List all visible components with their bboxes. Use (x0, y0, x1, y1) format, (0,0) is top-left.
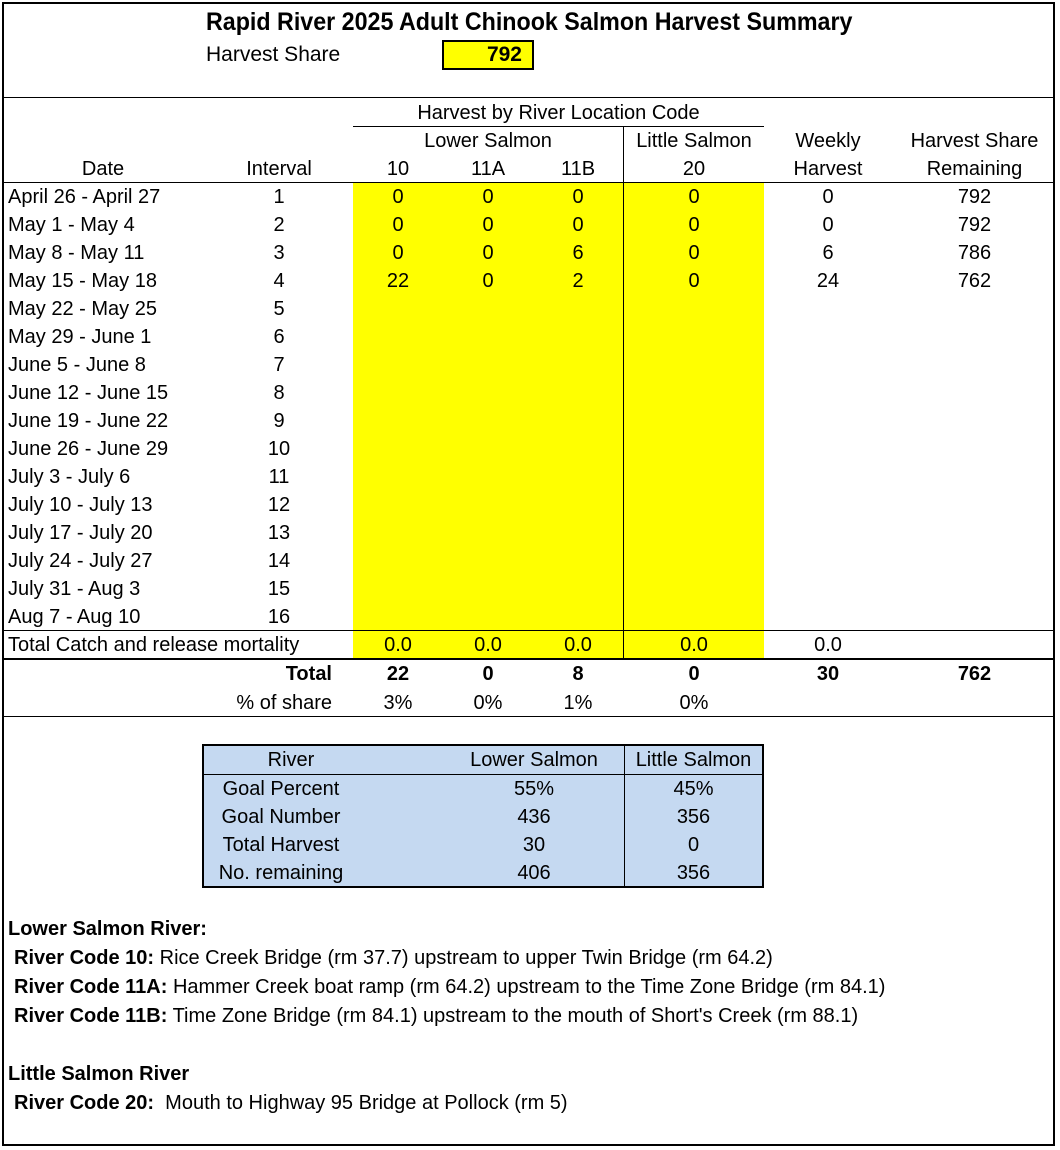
summary-row-3-col-0: No. remaining (218, 862, 344, 884)
row-12-weekly (764, 491, 892, 519)
row-5-c10 (353, 295, 443, 323)
row-13-interval: 13 (267, 522, 291, 544)
row-3-c10: 0 (392, 242, 404, 264)
summary-header-1: Lower Salmon (470, 749, 598, 771)
row-9-remaining (892, 407, 1057, 435)
row-16-c11a (443, 603, 533, 631)
mortality-c11b: 0.0 (564, 634, 592, 656)
row-15-date: July 31 - Aug 3 (8, 578, 141, 600)
row-2-interval: 2 (273, 214, 285, 236)
note-text: Time Zone Bridge (rm 84.1) upstream to the mouth of Short's Creek (rm 88.1) (167, 1005, 859, 1027)
percent-c11a: 0% (473, 692, 503, 714)
row-9-date: June 19 - June 22 (8, 410, 169, 432)
row-5-c11a (443, 295, 533, 323)
col-remaining-2: Remaining (926, 158, 1023, 180)
row-5-remaining (892, 295, 1057, 323)
row-6-date: May 29 - June 1 (8, 326, 152, 348)
row-12-c11b (533, 491, 623, 519)
row-7-c10 (353, 351, 443, 379)
row-5-c20 (624, 295, 764, 323)
col-weekly-1: Weekly (795, 130, 861, 152)
row-16-c20 (624, 603, 764, 631)
note-code: River Code 10: (14, 947, 155, 969)
row-3-remaining: 786 (957, 242, 992, 264)
note-line (14, 1092, 568, 1115)
col-interval: Interval (246, 158, 312, 180)
summary-row-3-col-1: 406 (517, 862, 551, 884)
col-date: Date (81, 158, 125, 180)
col-remaining-1: Harvest Share (910, 130, 1039, 152)
row-8-date: June 12 - June 15 (8, 382, 169, 404)
row-3-date: May 8 - May 11 (8, 242, 145, 264)
row-11-date: July 3 - July 6 (8, 466, 131, 488)
total-c20: 0 (688, 663, 700, 685)
row-16-c10 (353, 603, 443, 631)
mortality-c20: 0.0 (680, 634, 708, 656)
row-11-c11a (443, 463, 533, 491)
row-9-interval: 9 (273, 410, 285, 432)
row-4-interval: 4 (273, 270, 285, 292)
note-text: Mouth to Highway 95 Bridge at Pollock (rm 5) (154, 1092, 568, 1114)
row-14-interval: 14 (267, 550, 291, 572)
page-bottom-line (2, 1144, 1055, 1146)
total-c11b: 8 (572, 663, 584, 685)
table-bottom-line (2, 716, 1055, 717)
row-7-remaining (892, 351, 1057, 379)
row-13-c20 (624, 519, 764, 547)
row-14-c10 (353, 547, 443, 575)
harvest-share-value: 792 (442, 40, 534, 70)
row-1-c11b: 0 (572, 186, 584, 208)
row-15-interval: 15 (267, 578, 291, 600)
summary-row-3-col-2: 356 (676, 862, 711, 884)
col-code-11a: 11A (470, 158, 506, 180)
summary-header-2: Little Salmon (635, 749, 752, 771)
col-code-20: 20 (682, 158, 706, 180)
note-text: Hammer Creek boat ramp (rm 64.2) upstream to the Time Zone Bridge (rm 84.1) (167, 976, 886, 998)
summary-row-2-col-1: 30 (522, 834, 546, 856)
row-15-c11a (443, 575, 533, 603)
row-5-weekly (764, 295, 892, 323)
row-3-c20: 0 (688, 242, 700, 264)
note-text: Rice Creek Bridge (rm 37.7) upstream to upper Twin Bridge (rm 64.2) (154, 947, 773, 969)
row-8-interval: 8 (273, 382, 285, 404)
percent-c20: 0% (679, 692, 709, 714)
col-code-11b: 11B (560, 158, 596, 180)
row-10-c20 (624, 435, 764, 463)
summary-row-1-col-1: 436 (517, 806, 551, 828)
row-11-weekly (764, 463, 892, 491)
row-12-c20 (624, 491, 764, 519)
row-16-remaining (892, 603, 1057, 631)
row-14-weekly (764, 547, 892, 575)
summary-header-0: River (267, 749, 315, 771)
row-16-c11b (533, 603, 623, 631)
row-5-c11b (533, 295, 623, 323)
note-line (14, 947, 773, 970)
row-6-c11b (533, 323, 623, 351)
row-13-c11b (533, 519, 623, 547)
row-4-c11a: 0 (482, 270, 494, 292)
total-weekly: 30 (816, 663, 840, 685)
row-10-c11a (443, 435, 533, 463)
total-label: Total (285, 663, 332, 685)
row-7-interval: 7 (273, 354, 285, 376)
page-title: Rapid River 2025 Adult Chinook Salmon Harvest Summary (206, 8, 853, 36)
row-1-date: April 26 - April 27 (8, 186, 161, 208)
row-6-c10 (353, 323, 443, 351)
row-13-remaining (892, 519, 1057, 547)
row-9-c11a (443, 407, 533, 435)
note-line (14, 976, 885, 999)
row-3-c11b: 6 (572, 242, 584, 264)
row-1-c11a: 0 (482, 186, 494, 208)
row-6-c20 (624, 323, 764, 351)
col-weekly-2: Harvest (793, 158, 863, 180)
row-7-c11b (533, 351, 623, 379)
row-9-c10 (353, 407, 443, 435)
row-4-weekly: 24 (816, 270, 840, 292)
group-header: Harvest by River Location Code (417, 102, 700, 124)
row-10-c10 (353, 435, 443, 463)
subgroup-little-salmon: Little Salmon (636, 130, 752, 152)
row-4-c11b: 2 (572, 270, 584, 292)
percent-c10: 3% (383, 692, 413, 714)
row-7-weekly (764, 351, 892, 379)
row-11-c11b (533, 463, 623, 491)
row-14-remaining (892, 547, 1057, 575)
row-8-c20 (624, 379, 764, 407)
row-12-c11a (443, 491, 533, 519)
mortality-weekly: 0.0 (814, 634, 842, 656)
total-c10: 22 (386, 663, 410, 685)
summary-table (202, 744, 764, 888)
row-6-c11a (443, 323, 533, 351)
row-8-weekly (764, 379, 892, 407)
row-7-date: June 5 - June 8 (8, 354, 146, 376)
row-11-c10 (353, 463, 443, 491)
row-11-interval: 11 (268, 466, 290, 488)
row-16-weekly (764, 603, 892, 631)
row-10-remaining (892, 435, 1057, 463)
row-12-c10 (353, 491, 443, 519)
row-8-c11b (533, 379, 623, 407)
row-10-date: June 26 - June 29 (8, 438, 169, 460)
row-13-weekly (764, 519, 892, 547)
row-16-date: Aug 7 - Aug 10 (8, 606, 141, 628)
row-4-c20: 0 (688, 270, 700, 292)
row-14-c20 (624, 547, 764, 575)
row-7-c20 (624, 351, 764, 379)
row-8-c11a (443, 379, 533, 407)
row-15-c11b (533, 575, 623, 603)
row-1-remaining: 792 (957, 186, 992, 208)
mortality-c10: 0.0 (384, 634, 412, 656)
row-12-interval: 12 (267, 494, 291, 516)
row-13-c11a (443, 519, 533, 547)
row-2-weekly: 0 (822, 214, 834, 236)
row-15-remaining (892, 575, 1057, 603)
row-4-c10: 22 (386, 270, 410, 292)
row-10-c11b (533, 435, 623, 463)
row-9-c20 (624, 407, 764, 435)
row-6-remaining (892, 323, 1057, 351)
summary-row-0-col-2: 45% (673, 778, 714, 800)
little-salmon-heading: Little Salmon River (8, 1063, 190, 1085)
total-remaining: 762 (957, 663, 992, 685)
mortality-c11a: 0.0 (474, 634, 502, 656)
note-code: River Code 11A: (14, 976, 168, 998)
mortality-label: Total Catch and release mortality (8, 634, 300, 656)
row-1-weekly: 0 (822, 186, 834, 208)
note-code: River Code 11B: (14, 1005, 168, 1027)
summary-row-2-col-0: Total Harvest (222, 834, 340, 856)
summary-row-0-col-0: Goal Percent (222, 778, 340, 800)
row-4-date: May 15 - May 18 (8, 270, 157, 292)
row-15-weekly (764, 575, 892, 603)
row-9-weekly (764, 407, 892, 435)
row-14-date: July 24 - July 27 (8, 550, 153, 572)
lower-salmon-heading: Lower Salmon River: (8, 918, 207, 940)
row-1-c10: 0 (392, 186, 404, 208)
summary-row-1-col-0: Goal Number (221, 806, 341, 828)
row-2-c20: 0 (688, 214, 700, 236)
row-3-c11a: 0 (482, 242, 494, 264)
row-14-c11a (443, 547, 533, 575)
note-line (14, 1005, 858, 1028)
row-8-remaining (892, 379, 1057, 407)
row-3-interval: 3 (273, 242, 285, 264)
percent-c11b: 1% (563, 692, 593, 714)
row-12-date: July 10 - July 13 (8, 494, 153, 516)
percent-label: % of share (236, 692, 332, 714)
summary-row-1-col-2: 356 (676, 806, 711, 828)
row-2-c11b: 0 (572, 214, 584, 236)
row-13-date: July 17 - July 20 (8, 522, 153, 544)
total-c11a: 0 (482, 663, 494, 685)
row-1-interval: 1 (273, 186, 285, 208)
row-1-c20: 0 (688, 186, 700, 208)
row-2-c10: 0 (392, 214, 404, 236)
row-9-c11b (533, 407, 623, 435)
row-8-c10 (353, 379, 443, 407)
row-6-interval: 6 (273, 326, 285, 348)
subgroup-lower-salmon: Lower Salmon (424, 130, 552, 152)
row-6-weekly (764, 323, 892, 351)
row-5-date: May 22 - May 25 (8, 298, 157, 320)
harvest-share-label: Harvest Share (206, 43, 341, 66)
row-15-c20 (624, 575, 764, 603)
col-code-10: 10 (386, 158, 410, 180)
row-11-c20 (624, 463, 764, 491)
row-10-weekly (764, 435, 892, 463)
summary-row-0-col-1: 55% (513, 778, 555, 800)
row-13-c10 (353, 519, 443, 547)
row-11-remaining (892, 463, 1057, 491)
row-12-remaining (892, 491, 1057, 519)
row-10-interval: 10 (267, 438, 291, 460)
row-7-c11a (443, 351, 533, 379)
note-code: River Code 20: (14, 1092, 155, 1114)
row-2-date: May 1 - May 4 (8, 214, 135, 236)
row-4-remaining: 762 (957, 270, 992, 292)
row-3-weekly: 6 (822, 242, 834, 264)
summary-row-2-col-2: 0 (687, 834, 700, 856)
row-14-c11b (533, 547, 623, 575)
row-15-c10 (353, 575, 443, 603)
row-2-remaining: 792 (957, 214, 992, 236)
row-5-interval: 5 (273, 298, 285, 320)
header-divider (2, 97, 1055, 98)
row-2-c11a: 0 (482, 214, 494, 236)
row-16-interval: 16 (267, 606, 291, 628)
